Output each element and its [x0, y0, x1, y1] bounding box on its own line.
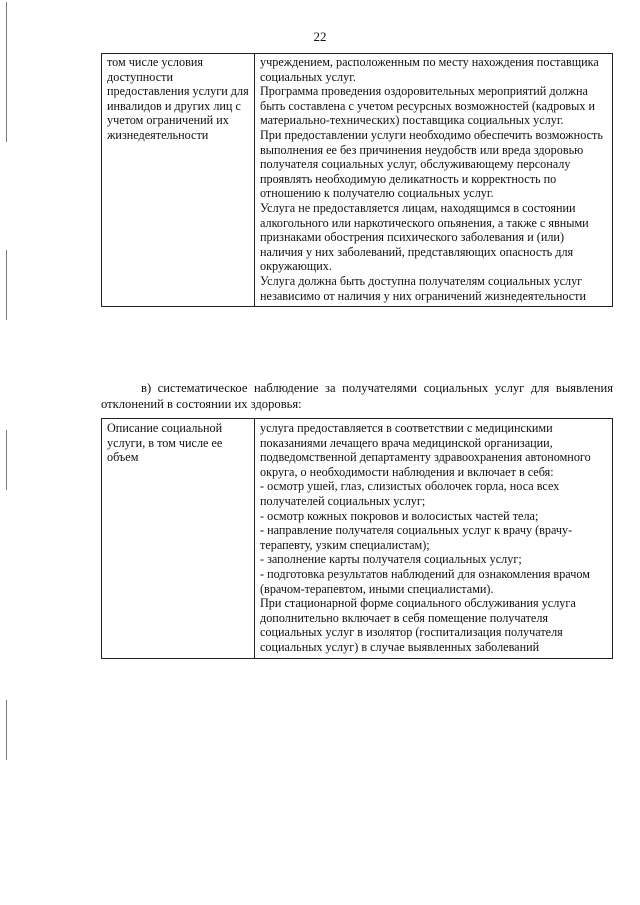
scan-edge-line [6, 2, 7, 142]
list-item: - осмотр ушей, глаз, слизистых оболочек горла, носа всех получателей социальных услуг; [260, 479, 560, 508]
page-number: 22 [313, 29, 327, 44]
scan-edge-line [6, 430, 7, 490]
table-row [102, 419, 613, 659]
table-cell-content [255, 54, 613, 307]
list-item: - осмотр кожных покровов и волосистых частей тела; [260, 508, 539, 523]
list-item: - заполнение карты получателя социальных услуг; [260, 552, 522, 567]
table-cell-content [255, 419, 613, 659]
paragraph: учреждением, расположенным по месту нахождения поставщика социальных услуг. [260, 55, 599, 84]
paragraph: Программа проведения оздоровительных мероприятий должна быть составлена с учетом ресурсных возможностей (кадровых и материально-технических) поставщика социальных услуг. [260, 84, 596, 128]
section-heading: в) систематическое наблюдение за получателями социальных услуг для выявления отклонений в состоянии их здоровья: [101, 381, 613, 411]
list-item: - подготовка результатов наблюдений для ознакомления врачом (врачом-терапевтом, иными специалистами). [260, 566, 590, 596]
scan-edge-line [6, 250, 7, 320]
paragraph: услуга предоставляется в соответствии с медицинскими показаниями лечащего врача медицинской организации, подведомственной департаменту здравоохранения автономного округа, о необходимости наблюдения и включает в себя: [260, 421, 591, 479]
paragraph: Услуга не предоставляется лицам, находящимся в состоянии алкогольного или наркотического опьянения, а также с явными признаками обострения психического заболевания и (или) наличия у них заболеваний, представляющих опасность для окружающих. [260, 200, 589, 274]
accessibility-conditions-label: том числе условия доступности предоставления услуги для инвалидов и других лиц с учетом ограничений их жизнедеятельности [107, 55, 249, 142]
list-item: - направление получателя социальных услуг к врачу (врачу-терапевту, узким специалистам); [260, 523, 573, 552]
paragraph: Услуга должна быть доступна получателям социальных услуг независимо от наличия у них ограничений жизнедеятельности [260, 273, 587, 303]
service-description-table [101, 418, 613, 659]
table-cell-label [102, 54, 255, 307]
scan-edge-line [6, 700, 7, 760]
paragraph: При предоставлении услуги необходимо обеспечить возможность выполнения ее без причинения неудобств или вреда здоровью получателя социальных услуг, обслуживающему персоналу проявлять необходимую деликатность и корректность по отношению к получателю социальных услуг. [260, 127, 603, 201]
paragraph: При стационарной форме социального обслуживания услуга дополнительно включает в себя помещение получателя социальных услуг в изолятор (госпитализация получателя социальных услуг) в случае выявленных заболеваний [260, 596, 576, 654]
table-row [102, 54, 613, 307]
service-description-label: Описание социальной услуги, в том числе ее объем [107, 421, 223, 465]
service-table-continued [101, 53, 613, 307]
table-cell-label [102, 419, 255, 659]
